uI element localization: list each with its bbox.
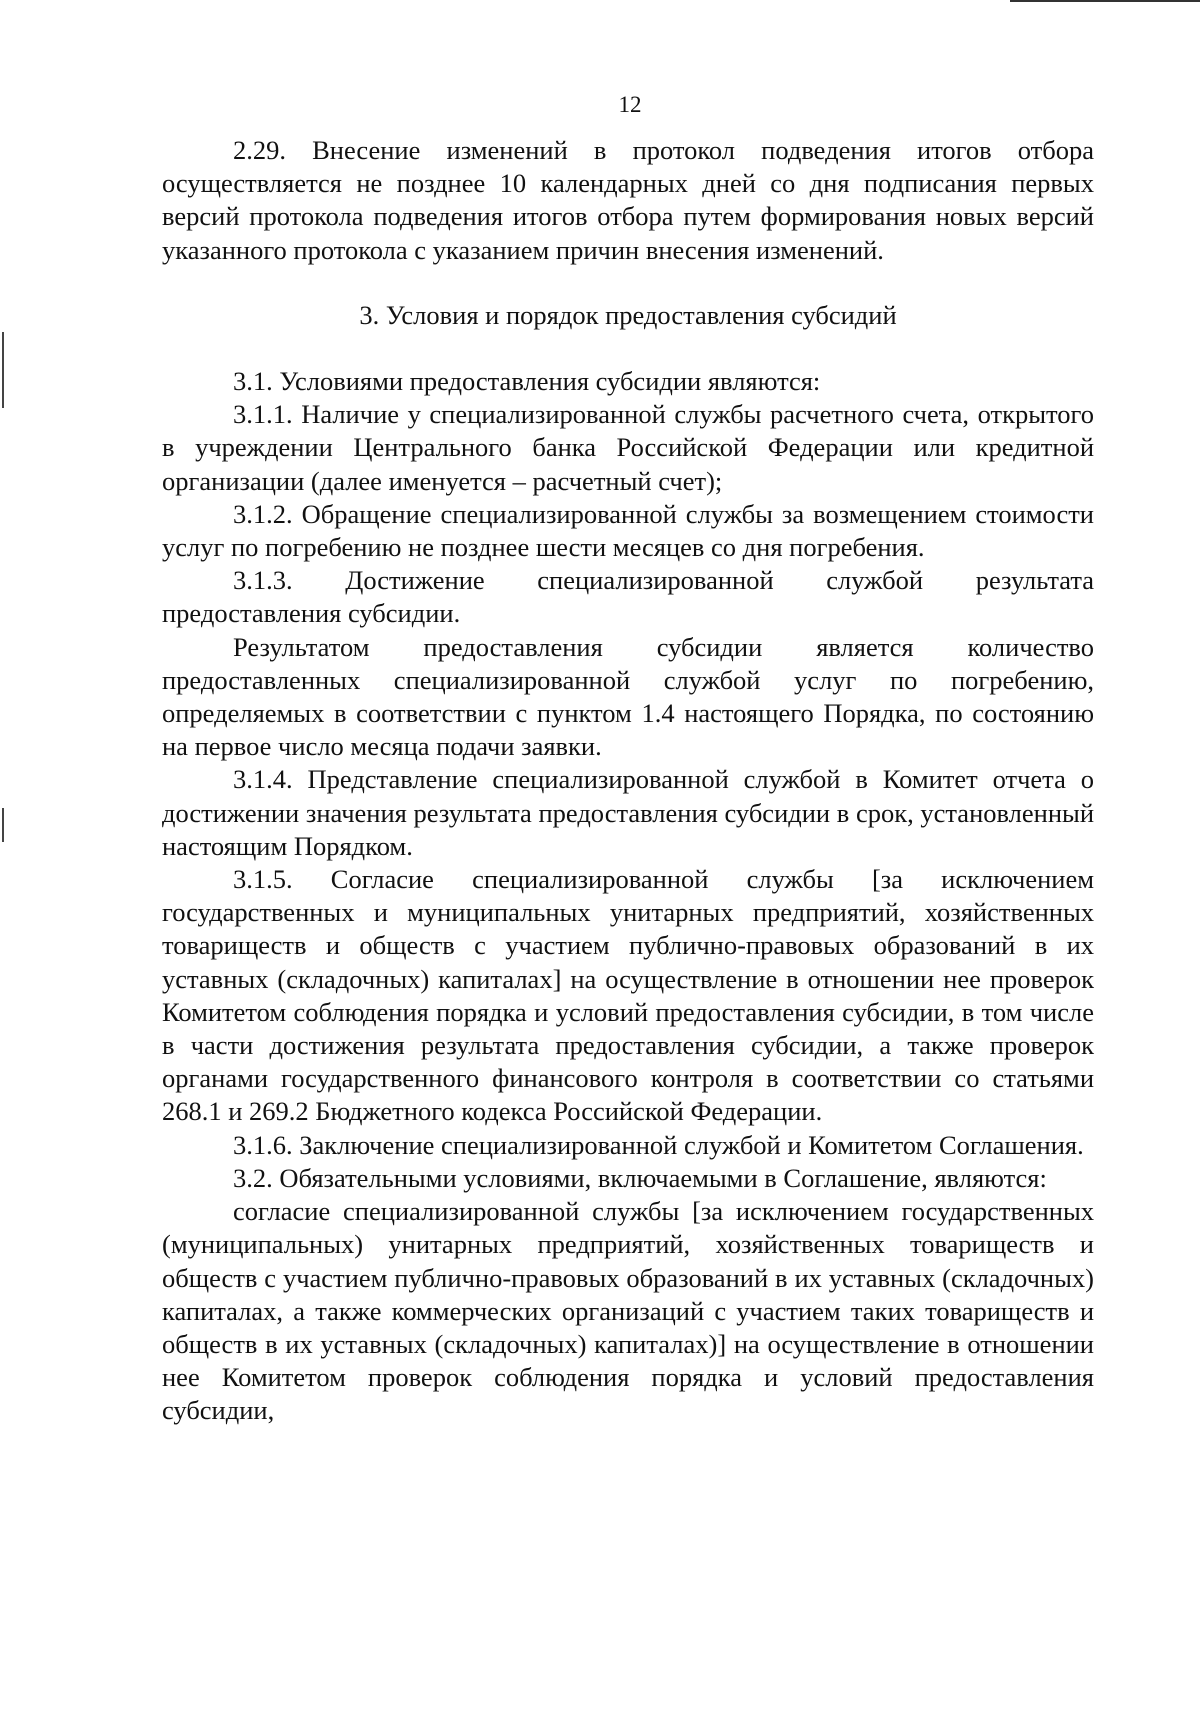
paragraph-3-2: 3.2. Обязательными условиями, включаемыми в Соглашение, являются: [233, 1162, 1047, 1193]
paragraph-consent: согласие специализированной службы [за исключением государственных (муниципальных) унитарных предприятий, хозяйственных товариществ и обществ с участием публично-правовых образований в их уставных (складочных) капиталах, а также коммерческих организаций с участием таких товариществ и обществ в их уставных (складочных) капиталах)] на осуществление в отношении нее Комитетом проверок соблюдения порядка и условий предоставления субсидии, [162, 1196, 1094, 1426]
paragraph-3-1-5: 3.1.5. Согласие специализированной службы [за исключением государственных и муниципальных унитарных предприятий, хозяйственных товариществ и обществ с участием публично-правовых образований в их уставных (складочных) капиталах] на осуществление в отношении нее проверок Комитетом соблюдения порядка и условий предоставления субсидии, в том числе в части достижения результата предоставления субсидии, а также проверок органами государственного финансового контроля в соответствии со статьями 268.1 и 269.2 Бюджетного кодекса Российской Федерации. [162, 864, 1094, 1127]
paragraph-3-1-2: 3.1.2. Обращение специализированной службы за возмещением стоимости услуг по погребению не позднее шести месяцев со дня погребения. [162, 498, 1094, 563]
paragraph-2-29: 2.29. Внесение изменений в протокол подведения итогов отбора осуществляется не позднее 10 календарных дней со дня подписания первых версий протокола подведения итогов отбора путем формирования новых версий указанного протокола с указанием причин внесения изменений. [162, 135, 1094, 265]
paragraph-3-1-3: 3.1.3. Достижение специализированной службой результата предоставления субсидии. [162, 565, 1094, 629]
paragraph-result: Результатом предоставления субсидии является количество предоставленных специализированной службой услуг по погребению, определяемых в соответствии с пунктом 1.4 настоящего Порядка, по состоянию на первое число месяца подачи заявки. [162, 631, 1094, 762]
page-number: 12 [618, 92, 642, 117]
section-heading-3: 3. Условия и порядок предоставления субсидий [359, 299, 897, 330]
scan-margin-mark [2, 808, 4, 842]
document-body [162, 134, 1094, 1428]
paragraph-3-1: 3.1. Условиями предоставления субсидии являются: [233, 366, 821, 397]
paragraph-3-1-6: 3.1.6. Заключение специализированной службой и Комитетом Соглашения. [233, 1129, 1084, 1160]
paragraph-3-1-4: 3.1.4. Представление специализированной службой в Комитет отчета о достижении значения результата предоставления субсидии в срок, установленный настоящим Порядком. [162, 764, 1094, 861]
scan-edge-line [1010, 0, 1200, 2]
scan-margin-mark [2, 332, 4, 408]
paragraph-3-1-1: 3.1.1. Наличие у специализированной службы расчетного счета, открытого в учреждении Центрального банка Российской Федерации или кредитной организации (далее именуется – расчетный счет); [162, 399, 1094, 496]
